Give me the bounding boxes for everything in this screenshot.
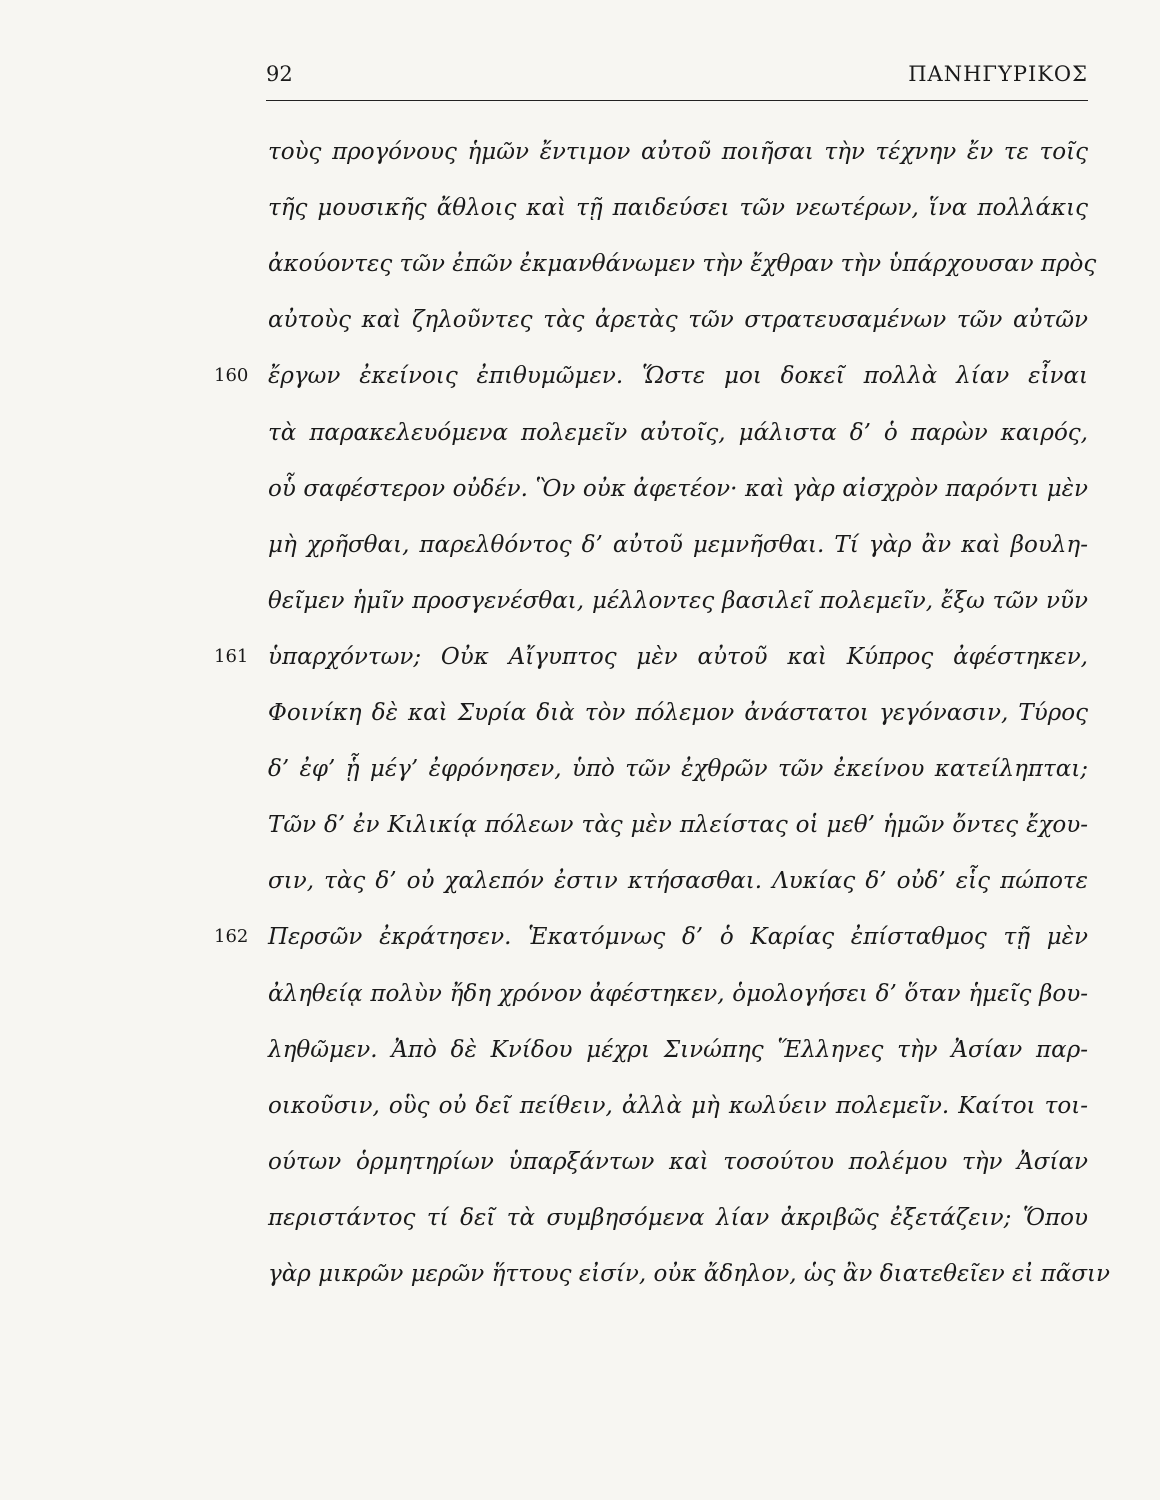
text-line: γὰρ μικρῶν μερῶν ἥττους εἰσίν, οὐκ ἄδηλον, ὡς ἂν διατεθεῖεν εἰ πᾶσιν bbox=[268, 1261, 1111, 1287]
text-line: θεῖμεν ἡμῖν προσγενέσθαι, μέλλοντες βασιλεῖ πολεμεῖν, ἔξω τῶν νῦν bbox=[268, 588, 1088, 614]
text-line: δ’ ἐφ’ ᾗ μέγ’ ἐφρόνησεν, ὑπὸ τῶν ἐχθρῶν τῶν ἐκείνου κατείληπται; bbox=[268, 756, 1088, 782]
text-line: οικοῦσιν, οὓς οὐ δεῖ πείθειν, ἀλλὰ μὴ κωλύειν πολεμεῖν. Καίτοι τοι- bbox=[268, 1093, 1088, 1119]
section-number: 161 bbox=[214, 646, 249, 667]
text-line: οὗ σαφέστερον οὐδέν. Ὃν οὐκ ἀφετέον· καὶ γὰρ αἰσχρὸν παρόντι μὲν bbox=[268, 476, 1088, 502]
text-line: Τῶν δ’ ἐν Κιλικίᾳ πόλεων τὰς μὲν πλείστας οἱ μεθ’ ἡμῶν ὄντες ἔχου- bbox=[268, 812, 1088, 838]
page-number: 92 bbox=[266, 62, 293, 86]
text-line: τὰ παρακελευόμενα πολεμεῖν αὐτοῖς, μάλιστα δ’ ὁ παρὼν καιρός, bbox=[268, 420, 1088, 446]
text-line: περιστάντος τί δεῖ τὰ συμβησόμενα λίαν ἀκριβῶς ἐξετάζειν; Ὅπου bbox=[268, 1205, 1088, 1231]
text-line: ἀκούοντες τῶν ἐπῶν ἐκμανθάνωμεν τὴν ἔχθραν τὴν ὑπάρχουσαν πρὸς bbox=[268, 251, 1097, 277]
section-number: 160 bbox=[214, 365, 249, 386]
text-line: Φοινίκη δὲ καὶ Συρία διὰ τὸν πόλεμον ἀνάστατοι γεγόνασιν, Τύρος bbox=[268, 700, 1088, 726]
text-line: τῆς μουσικῆς ἄθλοις καὶ τῇ παιδεύσει τῶν νεωτέρων, ἵνα πολλάκις bbox=[268, 195, 1088, 221]
text-line: τοὺς προγόνους ἡμῶν ἔντιμον αὐτοῦ ποιῆσαι τὴν τέχνην ἔν τε τοῖς bbox=[268, 139, 1088, 165]
header-rule bbox=[266, 100, 1088, 101]
page-header bbox=[266, 62, 1088, 102]
text-line: σιν, τὰς δ’ οὐ χαλεπόν ἐστιν κτήσασθαι. Λυκίας δ’ οὐδ’ εἷς πώποτε bbox=[268, 868, 1088, 894]
text-line: αὐτοὺς καὶ ζηλοῦντες τὰς ἀρετὰς τῶν στρατευσαμένων τῶν αὐτῶν bbox=[268, 307, 1088, 333]
text-line: ὑπαρχόντων; Οὐκ Αἴγυπτος μὲν αὐτοῦ καὶ Κύπρος ἀφέστηκεν, bbox=[268, 644, 1088, 670]
section-number: 162 bbox=[214, 926, 249, 947]
running-title: ΠΑΝΗΓΥΡΙΚΟΣ bbox=[908, 62, 1088, 86]
text-line: ληθῶμεν. Ἀπὸ δὲ Κνίδου μέχρι Σινώπης Ἕλληνες τὴν Ἀσίαν παρ- bbox=[268, 1037, 1088, 1063]
text-line: μὴ χρῆσθαι, παρελθόντος δ’ αὐτοῦ μεμνῆσθαι. Τί γὰρ ἂν καὶ βουλη- bbox=[268, 532, 1088, 558]
text-line: ούτων ὁρμητηρίων ὑπαρξάντων καὶ τοσούτου πολέμου τὴν Ἀσίαν bbox=[268, 1149, 1088, 1175]
text-line: ἀληθείᾳ πολὺν ἤδη χρόνον ἀφέστηκεν, ὁμολογήσει δ’ ὅταν ἡμεῖς βου- bbox=[268, 981, 1088, 1007]
text-line: Περσῶν ἐκράτησεν. Ἑκατόμνως δ’ ὁ Καρίας ἐπίσταθμος τῇ μὲν bbox=[268, 924, 1088, 950]
text-line: ἔργων ἐκείνοις ἐπιθυμῶμεν. Ὥστε μοι δοκεῖ πολλὰ λίαν εἶναι bbox=[268, 363, 1088, 389]
